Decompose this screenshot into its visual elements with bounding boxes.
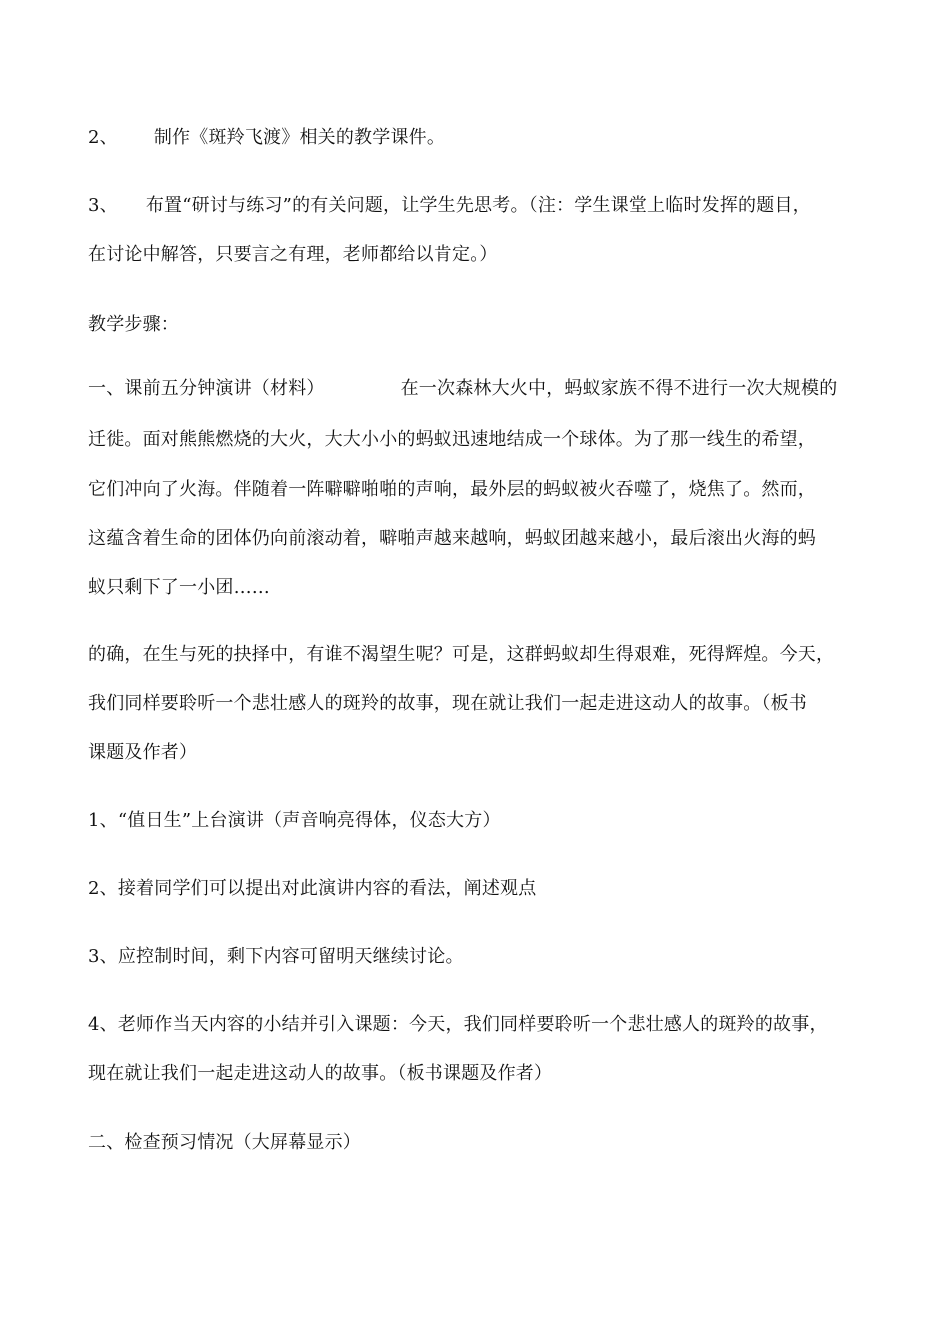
section-1-paragraph-2-line-1: 的确，在生与死的抉择中，有谁不渴望生呢？可是，这群蚂蚁却生得艰难，死得辉煌。今天，	[88, 644, 835, 665]
section-1-paragraph-2-line-2: 我们同样要聆听一个悲壮感人的斑羚的故事，现在就让我们一起走进这动人的故事。（板书	[88, 693, 807, 714]
prep-item-2-text: 制作《斑羚飞渡》相关的教学课件。	[153, 127, 446, 148]
prep-item-2	[88, 126, 445, 150]
section-1-item-4-line-2: 现在就让我们一起走进这动人的故事。（板书课题及作者）	[88, 1063, 553, 1084]
section-1-line-2: 迁徙。面对熊熊燃烧的大火，大大小小的蚂蚁迅速地结成一个球体。为了那一线生的希望，	[88, 429, 816, 450]
prep-item-3-text: 布置“研讨与练习”的有关问题，让学生先思考。（注：学生课堂上临时发挥的题目，	[145, 195, 811, 216]
section-1-item-1: 1、“值日生”上台演讲（声音响亮得体，仪态大方）	[88, 810, 501, 831]
section-2-heading: 二、检查预习情况（大屏幕显示）	[88, 1132, 361, 1153]
prep-item-2-number: 2、	[88, 127, 118, 148]
prep-item-3-number: 3、	[88, 195, 118, 216]
steps-heading: 教学步骤：	[88, 314, 179, 335]
section-1-line-3: 它们冲向了火海。伴随着一阵噼噼啪啪的声响，最外层的蚂蚁被火吞噬了，烧焦了。然而，	[88, 479, 816, 500]
prep-item-3-line-2: 在讨论中解答，只要言之有理，老师都给以肯定。）	[88, 244, 498, 265]
section-1-first-line	[88, 377, 837, 401]
section-1-paragraph-2-line-3: 课题及作者）	[88, 742, 198, 763]
section-1-line-1: 在一次森林大火中，蚂蚁家族不得不进行一次大规模的	[400, 378, 838, 399]
section-1-line-4: 这蕴含着生命的团体仍向前滚动着，噼啪声越来越响，蚂蚁团越来越小，最后滚出火海的蚂	[88, 528, 816, 549]
prep-item-3-line-1	[88, 194, 811, 218]
section-1-line-5: 蚁只剩下了一小团……	[88, 577, 270, 598]
section-1-heading: 一、课前五分钟演讲（材料）	[88, 378, 325, 399]
section-1-item-4-line-1: 4、老师作当天内容的小结并引入课题：今天，我们同样要聆听一个悲壮感人的斑羚的故事，	[88, 1014, 828, 1035]
section-1-item-3: 3、应控制时间，剩下内容可留明天继续讨论。	[88, 946, 464, 967]
section-1-item-2: 2、接着同学们可以提出对此演讲内容的看法，阐述观点	[88, 878, 537, 899]
